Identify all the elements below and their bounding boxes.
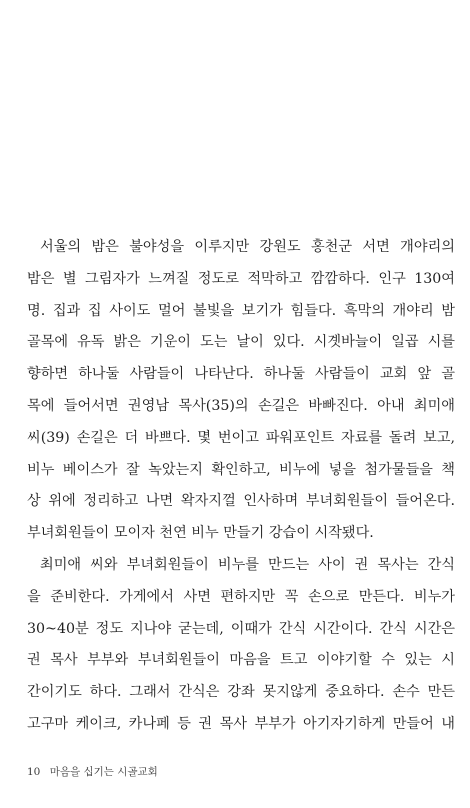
page-footer	[27, 764, 158, 779]
paragraph-2-line-1: 최미애 씨와 부녀회원들이 비누를 만드는 사이 권 목사는 간식	[40, 556, 455, 573]
paragraph-2-line-3: 30~40분 정도 지나야 굳는데, 이때가 간식 시간이다. 간식 시간은	[27, 620, 455, 637]
page-number: 10	[27, 766, 41, 778]
paragraph-2-line-6: 고구마 케이크, 카나페 등 권 목사 부부가 아기자기하게 만들어 내	[27, 715, 455, 732]
paragraph-1-line-8: 비누 베이스가 잘 녹았는지 확인하고, 비누에 넣을 첨가물들을 책	[27, 461, 455, 478]
paragraph-1-line-7: 씨(39) 손길은 더 바쁘다. 몇 번이고 파워포인트 자료를 돌려 보고,	[27, 429, 455, 446]
running-title: 마음을 십기는 시골교회	[49, 766, 158, 778]
paragraph-1-line-6: 목에 들어서면 권영남 목사(35)의 손길은 바빠진다. 아내 최미애	[27, 397, 455, 414]
paragraph-2-line-2: 을 준비한다. 가게에서 사면 편하지만 꼭 손으로 만든다. 비누가	[27, 588, 455, 605]
paragraph-1-line-10: 부녀회원들이 모이자 천연 비누 만들기 강습이 시작됐다.	[27, 525, 374, 542]
paragraph-1-line-3: 명. 집과 집 사이도 멀어 불빛을 보기가 힘들다. 흑막의 개야리 밤	[27, 302, 455, 319]
paragraph-2-line-4: 권 목사 부부와 부녀회원들이 마음을 트고 이야기할 수 있는 시	[27, 652, 455, 669]
paragraph-1-line-4: 골목에 유독 밝은 기운이 도는 날이 있다. 시곗바늘이 일곱 시를	[27, 334, 455, 351]
paragraph-1-line-5: 향하면 하나둘 사람들이 나타난다. 하나둘 사람들이 교회 앞 골	[27, 366, 455, 383]
paragraph-1-line-2: 밤은 별 그림자가 느껴질 정도로 적막하고 깜깜하다. 인구 130여	[27, 270, 455, 287]
paragraph-1-line-1: 서울의 밤은 불야성을 이루지만 강원도 홍천군 서면 개야리의	[40, 239, 455, 255]
paragraph-2-line-5: 간이기도 하다. 그래서 간식은 강좌 못지않게 중요하다. 손수 만든	[27, 684, 455, 701]
paragraph-1-line-9: 상 위에 정리하고 나면 왁자지껄 인사하며 부녀회원들이 들어온다.	[27, 493, 455, 510]
body-text	[27, 232, 455, 741]
